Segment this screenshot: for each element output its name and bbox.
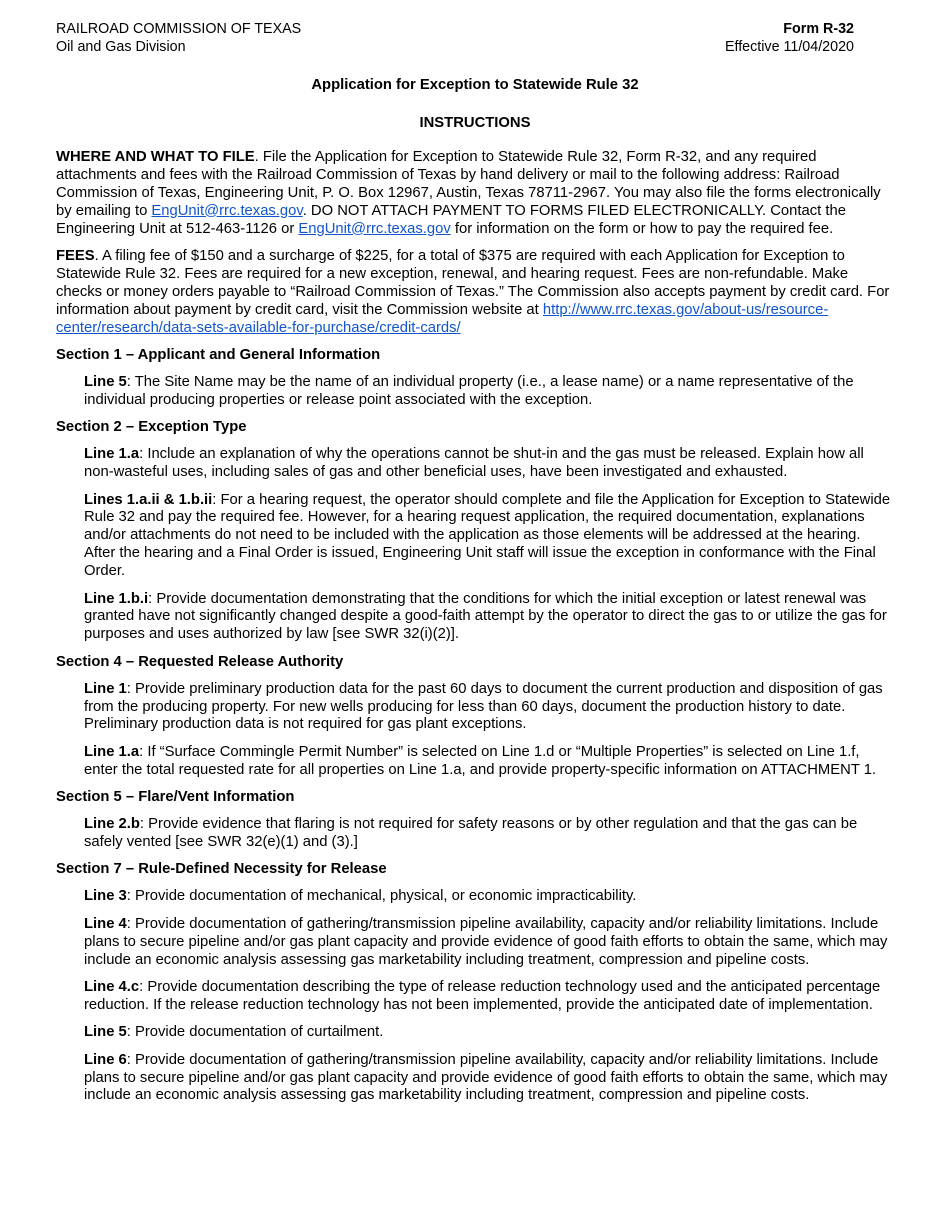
line-instruction	[84, 979, 894, 1015]
line-label: Line 2.b	[84, 816, 140, 833]
line-text: : The Site Name may be the name of an individual property (i.e., a lease name) or a name representative of the individual producing properties or release point associated with the exception.	[84, 373, 854, 408]
line-instruction	[84, 1024, 894, 1042]
line-instruction	[84, 446, 894, 482]
line-text: : Provide documentation of curtailment.	[126, 1024, 384, 1041]
line-label: Line 1.b.i	[84, 590, 149, 607]
agency-block	[56, 21, 301, 56]
line-text: : Include an explanation of why the operations cannot be shut-in and the gas must be released. Explain how all non-wasteful uses, including sales of gas and other beneficial uses, have been investigated and exhausted.	[84, 446, 864, 481]
line-label: Line 1.a	[84, 446, 140, 463]
form-number: Form R-32	[783, 21, 854, 37]
line-instruction	[84, 681, 894, 735]
where-to-file-paragraph: WHERE AND WHAT TO FILE. File the Application for Exception to Statewide Rule 32, Form R-32, and any required attachments and fees with the Railroad Commission of Texas by hand delivery or mail to the following address: Railroad Commission of Texas, Engineering Unit, P. O. Box 12967, Austin, Texas 78711-2967. You may also file the forms electronically by emailing to EngUnit@rrc.texas.gov. DO NOT ATTACH PAYMENT TO FORMS FILED ELECTRONICALLY. Contact the Engineering Unit at 512-463-1126 or EngUnit@rrc.texas.gov for information on the form or how to pay the required fee.	[56, 149, 881, 237]
document-title: Application for Exception to Statewide Rule 32	[311, 77, 639, 93]
line-instruction	[84, 591, 894, 645]
line-label: Line 4	[84, 915, 127, 932]
instructions-heading: INSTRUCTIONS	[419, 115, 531, 131]
email-link-contact[interactable]: EngUnit@rrc.texas.gov	[298, 220, 451, 237]
line-text: : Provide preliminary production data for the past 60 days to document the current production and disposition of gas from the producing property. For new wells producing for less than 60 days, document the production history to date. Preliminary production data is not required for gas plant exceptions.	[84, 680, 883, 733]
line-label: Lines 1.a.ii & 1.b.ii	[84, 491, 213, 508]
line-text: : If “Surface Commingle Permit Number” is selected on Line 1.d or “Multiple Properties” is selected on Line 1.f, enter the total requested rate for all properties on Line 1.a, and provide property-specific information on ATTACHMENT 1.	[84, 743, 877, 778]
line-text: : Provide documentation of gathering/transmission pipeline availability, capacity and/or reliability limitations. Include plans to secure pipeline and/or gas plant capacity and provide evidence of good faith efforts to obtain the same, which may include an economic analysis assessing gas marketability including treatment, compression and pipeline costs.	[84, 915, 888, 968]
line-instruction	[84, 744, 894, 780]
effective-date: Effective 11/04/2020	[724, 38, 854, 55]
line-label: Line 1.a	[84, 743, 140, 760]
line-text: : Provide documentation of gathering/transmission pipeline availability, capacity and/or reliability limitations. Include plans to secure pipeline and/or gas plant capacity and provide evidence of good faith efforts to obtain the same, which may include an economic analysis assessing gas marketability including treatment, compression and pipeline costs.	[84, 1051, 888, 1104]
line-instruction	[84, 1052, 894, 1106]
line-label: Line 5	[84, 1024, 127, 1041]
line-label: Line 6	[84, 1051, 127, 1068]
line-instruction	[84, 916, 894, 970]
email-link[interactable]: EngUnit@rrc.texas.gov	[151, 202, 303, 219]
line-text: : Provide evidence that flaring is not required for safety reasons or by other regulation and that the gas can be safely vented [see SWR 32(e)(1) and (3).]	[84, 816, 858, 850]
instructions-body	[56, 149, 894, 1105]
line-label: Line 3	[84, 888, 127, 905]
line-instruction	[84, 816, 894, 852]
line-text: : For a hearing request, the operator should complete and file the Application for Exception to Statewide Rule 32 and pay the required fee. However, for a hearing request application, the required documentation, explanations and/or attachments do not need to be included with the application as those elements will be addressed at the hearing. After the hearing and a Final Order is issued, Engineering Unit staff will issue the exception in conformance with the Final Order.	[84, 491, 891, 580]
line-label: Line 4.c	[84, 978, 140, 995]
line-instruction	[84, 374, 894, 410]
form-block	[725, 21, 854, 56]
fees-label: FEES	[56, 248, 95, 265]
line-text: : Provide documentation describing the type of release reduction technology used and the anticipated percentage reduction. If the release reduction technology has not been implemented, provide the anticipated date of implementation.	[84, 978, 881, 1013]
section-heading: Section 5 – Flare/Vent Information	[56, 789, 295, 806]
credit-card-link[interactable]: http://www.rrc.texas.gov/about-us/resource-center/research/data-sets-available-for-purchase/credit-cards/	[56, 301, 829, 336]
section-heading: Section 2 – Exception Type	[56, 419, 247, 436]
line-text: : Provide documentation of mechanical, physical, or economic impracticability.	[126, 888, 637, 905]
section-heading: Section 7 – Rule-Defined Necessity for Release	[56, 861, 387, 878]
sections-container	[56, 347, 894, 1105]
line-text: : Provide documentation demonstrating that the conditions for which the initial exception or latest renewal was granted have not significantly changed despite a good-faith attempt by the operator to direct the gas to or utilize the gas for purposes and uses authorized by law [see SWR 32(i)(2)].	[84, 590, 887, 643]
agency-name: RAILROAD COMMISSION OF TEXAS	[56, 21, 302, 37]
line-label: Line 5	[84, 373, 127, 390]
division-name: Oil and Gas Division	[56, 38, 186, 55]
where-to-file-label: WHERE AND WHAT TO FILE	[56, 149, 255, 165]
line-instruction	[84, 888, 894, 906]
line-instruction	[84, 492, 894, 582]
section-heading: Section 4 – Requested Release Authority	[56, 653, 344, 670]
page-header	[56, 21, 894, 56]
line-label: Line 1	[84, 680, 127, 697]
section-heading: Section 1 – Applicant and General Information	[56, 347, 381, 364]
fees-paragraph: FEES. A filing fee of $150 and a surcharge of $225, for a total of $375 are required with each Application for Exception to Statewide Rule 32. Fees are required for a new exception, renewal, and hearing request. Fees are non-refundable. Make checks or money orders payable to “Railroad Commission of Texas.” The Commission also accepts payment by credit card. For information about payment by credit card, visit the Commission website at http://www.rrc.texas.gov/about-us/resource-center/research/data-sets-available-for-purchase/credit-cards/	[56, 248, 890, 336]
